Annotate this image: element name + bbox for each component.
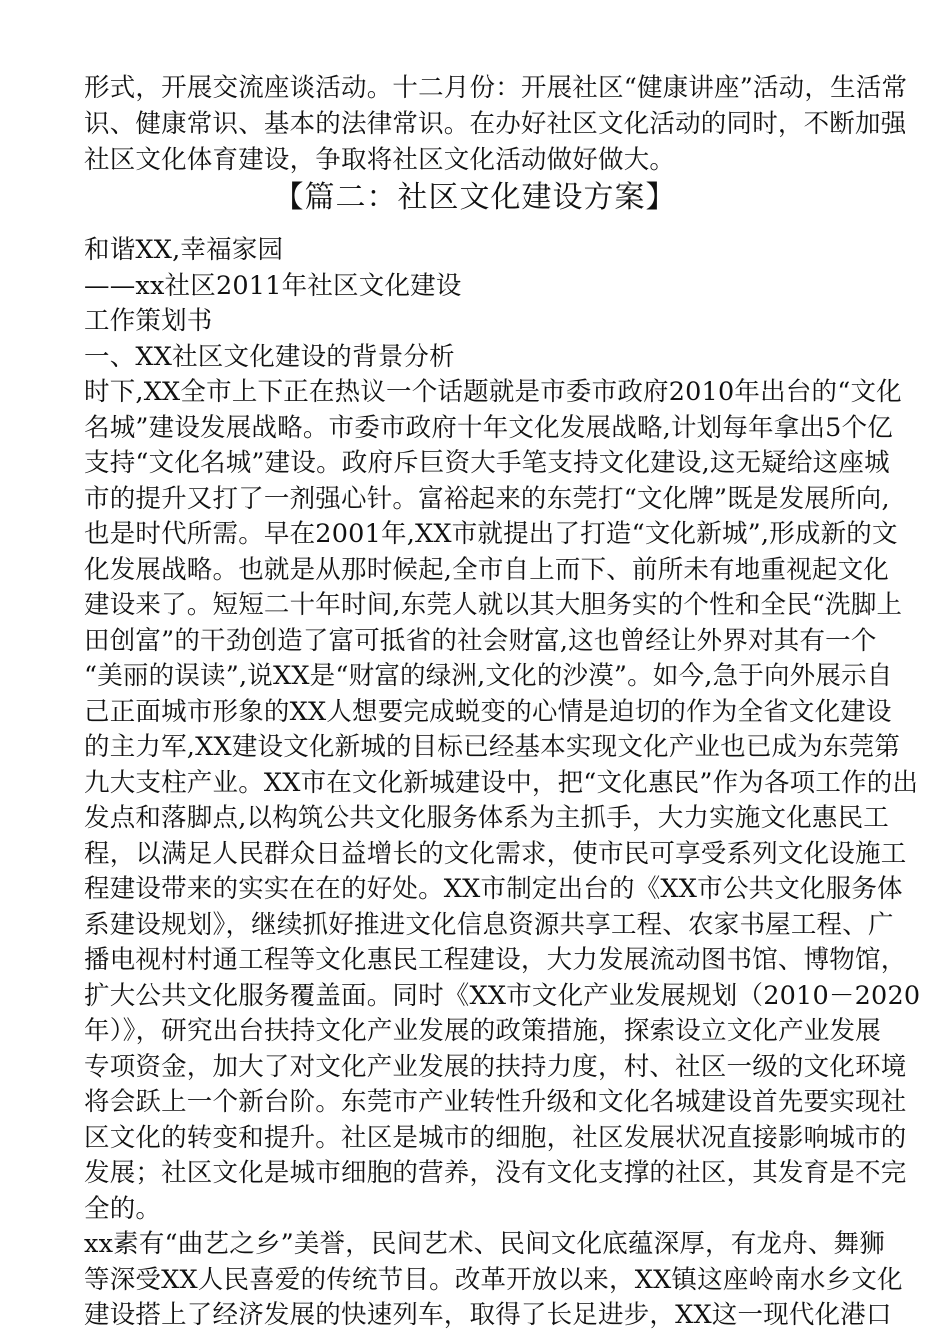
heading-line: ——xx社区2011年社区文化建设 <box>84 270 462 301</box>
paragraph-line: 己正面城市形象的XX人想要完成蜕变的心情是迫切的作为全省文化建设 <box>84 696 892 727</box>
paragraph-line: 时下,XX全市上下正在热议一个话题就是市委市政府2010年出台的“文化 <box>84 377 902 407</box>
paragraph-line: xx素有“曲艺之乡”美誉，民间艺术、民间文化底蕴深厚，有龙舟、舞狮 <box>84 1229 885 1259</box>
heading-line: 工作策划书 <box>84 306 213 336</box>
paragraph-line: 市的提升又打了一剂强心针。富裕起来的东莞打“文化牌”既是发展所向, <box>84 483 890 514</box>
paragraph-line: 九大支柱产业。XX市在文化新城建设中，把“文化惠民”作为各项工作的出 <box>84 767 919 798</box>
intro-line: 形式，开展交流座谈活动。十二月份：开展社区“健康讲座”活动，生活常 <box>84 73 908 103</box>
intro-line: 识、健康常识、基本的法律常识。在办好社区文化活动的同时，不断加强 <box>84 109 907 139</box>
paragraph-line: 一、XX社区文化建设的背景分析 <box>84 341 455 372</box>
paragraph-line: 扩大公共文化服务覆盖面。同时《XX市文化产业发展规划（2010－2020 <box>84 980 921 1011</box>
paragraph-line: 等深受XX人民喜爱的传统节目。改革开放以来，XX镇这座岭南水乡文化 <box>84 1264 903 1295</box>
paragraph-line: 的主力军,XX建设文化新城的目标已经基本实现文化产业也已成为东莞第 <box>84 732 901 762</box>
paragraph-line: 化发展战略。也就是从那时候起,全市自上而下、前所未有地重视起文化 <box>84 554 890 585</box>
paragraph-line: 程，以满足人民群众日益增长的文化需求，使市民可享受系列文化设施工 <box>84 838 907 869</box>
paragraph-line: 全的。 <box>84 1193 162 1224</box>
paragraph-line: 区文化的转变和提升。社区是城市的细胞，社区发展状况直接影响城市的 <box>84 1122 907 1153</box>
section-title: 【篇二：社区文化建设方案】 <box>273 180 677 215</box>
paragraph-line: 发展；社区文化是城市细胞的营养，没有文化支撑的社区，其发育是不完 <box>84 1158 907 1188</box>
paragraph-line: “美丽的误读”,说XX是“财富的绿洲,文化的沙漠”。如今,急于向外展示自 <box>84 661 893 691</box>
paragraph-line: 将会跃上一个新台阶。东莞市产业转性升级和文化名城建设首先要实现社 <box>84 1087 907 1117</box>
paragraph-line: 年）》，研究出台扶持文化产业发展的政策措施，探索设立文化产业发展 <box>84 1016 881 1046</box>
paragraph-line: 名城”建设发展战略。市委市政府十年文化发展战略,计划每年拿出5个亿 <box>84 412 893 443</box>
paragraph-line: 程建设带来的实实在在的好处。XX市制定出台的《XX市公共文化服务体 <box>84 874 903 904</box>
paragraph-line: 建设搭上了经济发展的快速列车，取得了长足进步，XX这一现代化港口 <box>84 1300 892 1330</box>
heading-line: 和谐XX,幸福家园 <box>84 235 284 265</box>
paragraph-line: 建设来了。短短二十年时间,东莞人就以其大胆务实的个性和全民“洗脚上 <box>84 590 903 620</box>
paragraph-line: 田创富”的干劲创造了富可抵省的社会财富,这也曾经让外界对其有一个 <box>84 625 877 656</box>
paragraph-line: 支持“文化名城”建设。政府斥巨资大手笔支持文化建设,这无疑给这座城 <box>84 448 890 478</box>
paragraph-line: 专项资金，加大了对文化产业发展的扶持力度，村、社区一级的文化环境 <box>84 1051 907 1082</box>
paragraph-line: 也是时代所需。早在2001年,XX市就提出了打造“文化新城”,形成新的文 <box>84 519 898 549</box>
paragraph-line: 发点和落脚点,以构筑公共文化服务体系为主抓手，大力实施文化惠民工 <box>84 803 890 833</box>
paragraph-line: 系建设规划》，继续抓好推进文化信息资源共享工程、农家书屋工程、广 <box>84 909 894 940</box>
intro-line: 社区文化体育建设，争取将社区文化活动做好做大。 <box>84 145 676 175</box>
paragraph-line: 播电视村村通工程等文化惠民工程建设，大力发展流动图书馆、博物馆， <box>84 945 907 975</box>
